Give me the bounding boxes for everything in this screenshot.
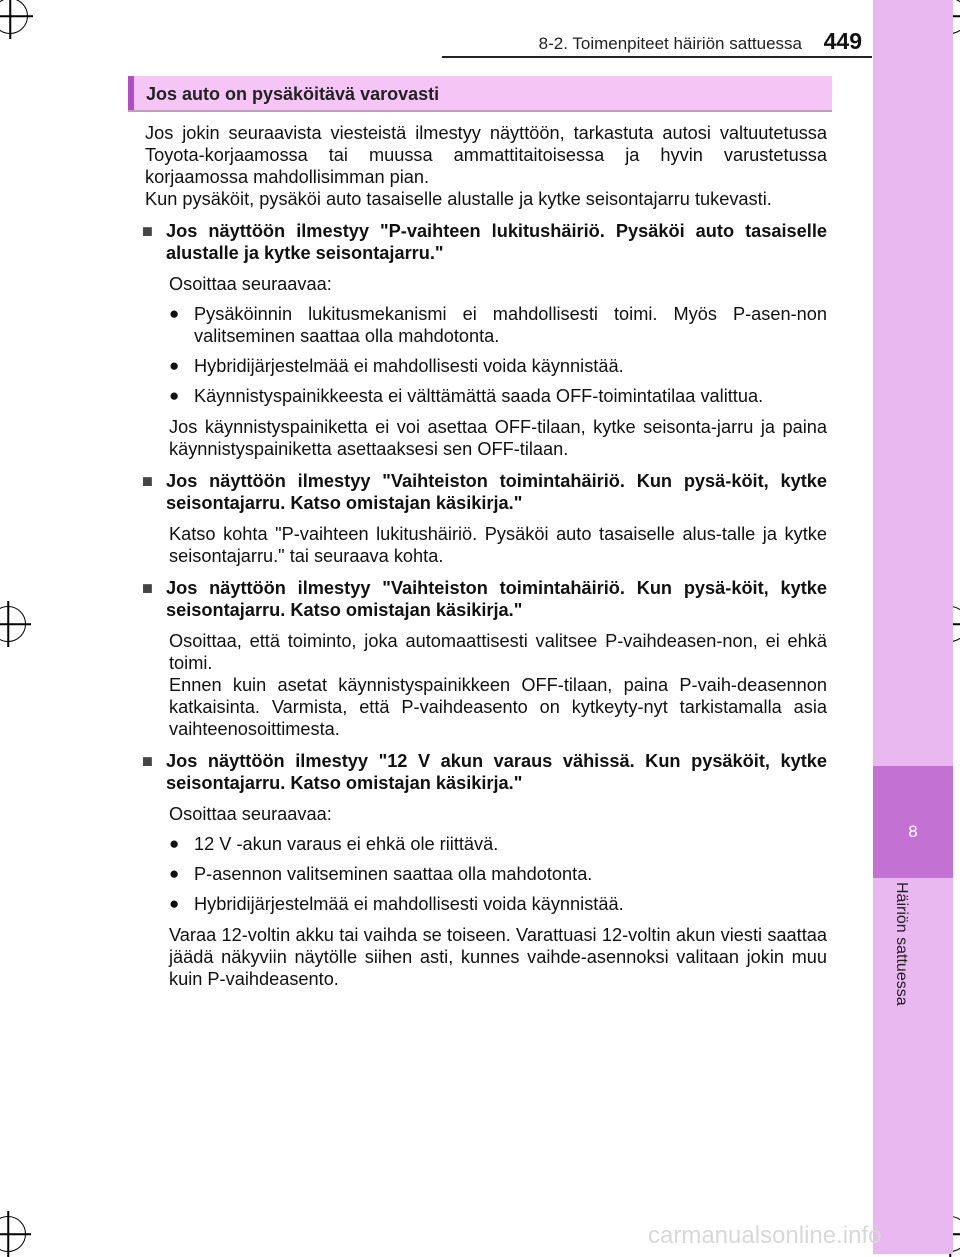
watermark: carmanualsonline.info bbox=[648, 1222, 882, 1249]
section-lead: Osoittaa seuraavaa: bbox=[169, 274, 332, 294]
intro-paragraph-2: Kun pysäköit, pysäköi auto tasaiselle alustalle ja kytke seisontajarru tukevasti. bbox=[145, 189, 772, 209]
section-heading-text: Jos näyttöön ilmestyy "Vaihteiston toimintahäiriö. Kun pysä-köit, kytke seisontajarru. Katso omistajan käsikirja." bbox=[166, 578, 827, 620]
registration-mark-top-left bbox=[0, 0, 28, 34]
list-item bbox=[169, 863, 827, 885]
chapter-number: 8 bbox=[908, 822, 918, 841]
page-header bbox=[442, 28, 862, 54]
section-heading bbox=[142, 750, 827, 794]
section-heading-text: Jos näyttöön ilmestyy "P-vaihteen lukitushäiriö. Pysäköi auto tasaiselle alustalle ja kytke seisontajarru." bbox=[166, 221, 827, 263]
page-number: 449 bbox=[823, 28, 862, 54]
list-item-text: Hybridijärjestelmää ei mahdollisesti voida käynnistää. bbox=[194, 894, 624, 914]
section-paragraph: Osoittaa, että toiminto, joka automaattisesti valitsee P-vaihdeasen-non, ei ehkä toimi. bbox=[169, 631, 827, 673]
section-body bbox=[169, 273, 827, 460]
square-bullet-icon: ■ bbox=[142, 221, 153, 241]
list-item-text: Hybridijärjestelmää ei mahdollisesti voida käynnistää. bbox=[194, 356, 624, 376]
bullet-icon: ● bbox=[169, 386, 180, 405]
list-item bbox=[169, 893, 827, 915]
section-heading-text: Jos näyttöön ilmestyy "12 V akun varaus vähissä. Kun pysäköit, kytke seisontajarru. Katso omistajan käsikirja." bbox=[166, 751, 827, 793]
section-heading bbox=[142, 577, 827, 621]
square-bullet-icon: ■ bbox=[142, 578, 153, 598]
bullet-icon: ● bbox=[169, 356, 180, 375]
section-lead: Osoittaa seuraavaa: bbox=[169, 804, 332, 824]
list-item-text: Pysäköinnin lukitusmekanismi ei mahdollisesti toimi. Myös P-asen-non valitseminen saattaa olla mahdotonta. bbox=[194, 304, 827, 346]
chapter-title: Häiriön sattuessa bbox=[893, 882, 910, 1006]
list-item bbox=[169, 833, 827, 855]
list-item-text: 12 V -akun varaus ei ehkä ole riittävä. bbox=[194, 834, 499, 854]
main-content bbox=[142, 122, 827, 990]
intro-paragraph-1: Jos jokin seuraavista viesteistä ilmestyy näyttöön, tarkastuta autosi valtuutetussa Toyota-korjaamossa tai muussa ammattitaitoisessa ja hyvin varustetussa korjaamossa mahdollisimman pian. bbox=[145, 123, 827, 187]
bullet-icon: ● bbox=[169, 864, 180, 883]
list-item-text: Käynnistyspainikkeesta ei välttämättä saada OFF-toimintatilaa valittua. bbox=[194, 386, 764, 406]
box-heading-text: Jos auto on pysäköitävä varovasti bbox=[146, 84, 440, 104]
section-paragraph: Varaa 12-voltin akku tai vaihda se toiseen. Varattuasi 12-voltin akun viesti saattaa jäädä näkyviin näytölle siihen asti, kunnes vaihde-asennoksi valitaan jokin muu kuin P-vaihdeasento. bbox=[169, 925, 827, 989]
section-heading bbox=[142, 220, 827, 264]
section-title: 8-2. Toimenpiteet häiriön sattuessa bbox=[538, 34, 802, 53]
list-item-text: P-asennon valitseminen saattaa olla mahdotonta. bbox=[194, 864, 593, 884]
section-paragraph: Katso kohta "P-vaihteen lukitushäiriö. Pysäköi auto tasaiselle alus-talle ja kytke seisontajarru." tai seuraava kohta. bbox=[169, 524, 827, 566]
list-item bbox=[169, 355, 827, 377]
section-heading bbox=[142, 470, 827, 514]
square-bullet-icon: ■ bbox=[142, 471, 153, 491]
section-body bbox=[169, 630, 827, 740]
registration-mark-mid-left bbox=[0, 606, 26, 642]
bullet-icon: ● bbox=[169, 304, 180, 323]
side-tab bbox=[873, 0, 953, 1254]
square-bullet-icon: ■ bbox=[142, 751, 153, 771]
bullet-icon: ● bbox=[169, 894, 180, 913]
section-paragraph: Jos käynnistyspainiketta ei voi asettaa OFF-tilaan, kytke seisonta-jarru ja paina käynnistyspainiketta asettaaksesi sen OFF-tilaan. bbox=[169, 417, 827, 459]
section-heading-text: Jos näyttöön ilmestyy "Vaihteiston toimintahäiriö. Kun pysä-köit, kytke seisontajarru. Katso omistajan käsikirja." bbox=[166, 471, 827, 513]
box-heading bbox=[128, 76, 832, 112]
header-rule bbox=[442, 56, 872, 58]
section-body bbox=[169, 803, 827, 990]
registration-mark-bottom-left bbox=[0, 1216, 26, 1252]
list-item bbox=[169, 303, 827, 347]
section-body bbox=[169, 523, 827, 567]
list-item bbox=[169, 385, 827, 407]
section-paragraph: Ennen kuin asetat käynnistyspainikkeen OFF-tilaan, paina P-vaih-deasennon katkaisinta. Varmista, että P-vaihdeasento on kytkeyty-nyt tarkistamalla asia vaihteenosoittimesta. bbox=[169, 675, 827, 739]
bullet-icon: ● bbox=[169, 834, 180, 853]
